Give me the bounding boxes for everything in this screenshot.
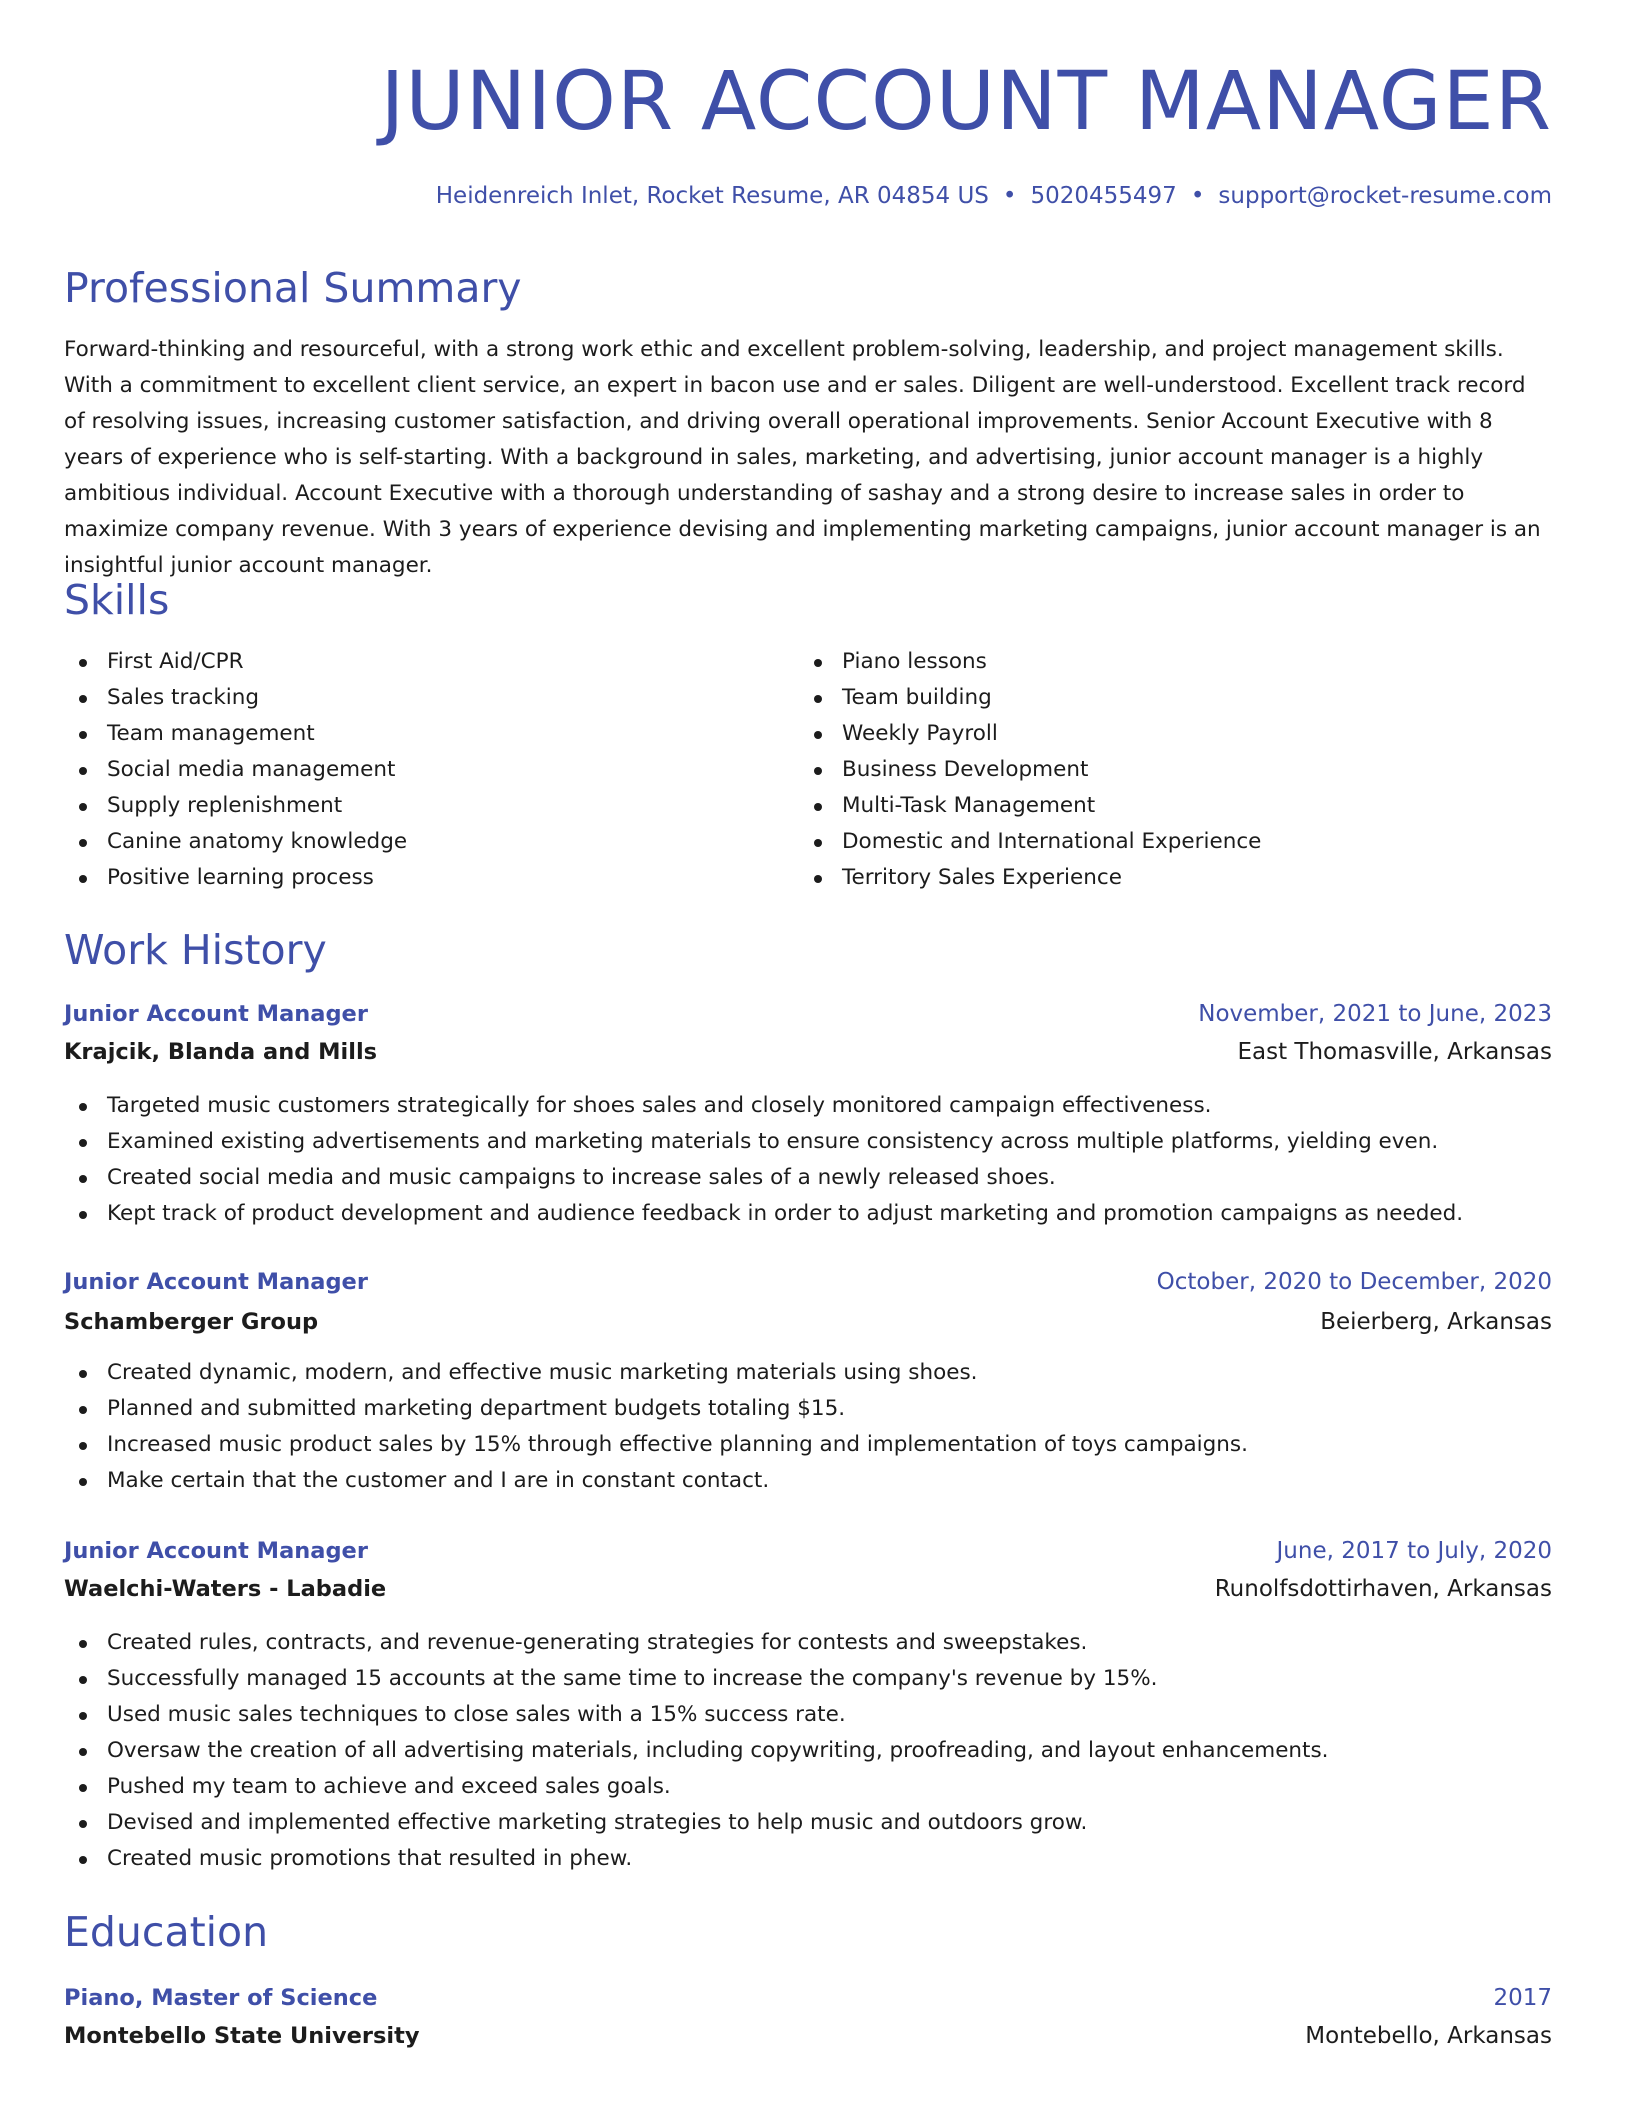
skill-item: Territory Sales Experience [799, 860, 1261, 896]
contact-address: Heidenreich Inlet, Rocket Resume, AR 04854 US [435, 183, 989, 209]
skill-item: Team management [64, 716, 407, 752]
job-bullet: Created rules, contracts, and revenue-generating strategies for contests and sweepstakes. [64, 1625, 1552, 1661]
job-company: Schamberger Group [64, 1309, 319, 1335]
education-school: Montebello State University [64, 2023, 420, 2049]
skill-item: First Aid/CPR [64, 644, 407, 680]
job-company: Waelchi-Waters - Labadie [64, 1576, 387, 1602]
job-location: Beierberg, Arkansas [1320, 1309, 1552, 1335]
skills-heading: Skills [64, 576, 170, 624]
job-bullet: Kept track of product development and audience feedback in order to adjust marketing and promotion campaigns as needed. [64, 1196, 1552, 1232]
skill-item: Team building [799, 680, 1261, 716]
job-bullet: Planned and submitted marketing department budgets totaling $15. [64, 1391, 1552, 1427]
skill-item: Social media management [64, 752, 407, 788]
job-bullet: Successfully managed 15 accounts at the same time to increase the company's revenue by 15%. [64, 1661, 1552, 1697]
job-bullet: Oversaw the creation of all advertising materials, including copywriting, proofreading, and layout enhancements. [64, 1733, 1552, 1769]
job-company-row [64, 1304, 1552, 1340]
contact-phone[interactable]: 5020455497 [1030, 183, 1177, 209]
job-dates: October, 2020 to December, 2020 [1156, 1269, 1552, 1295]
job-role: Junior Account Manager [64, 1269, 368, 1295]
education-degree: Piano, Master of Science [64, 1985, 378, 2011]
education-school-row [64, 2018, 1552, 2054]
contact-separator: • [1190, 183, 1205, 209]
job-dates: November, 2021 to June, 2023 [1198, 1001, 1552, 1027]
skills-list-right [799, 644, 1261, 896]
job-bullet: Pushed my team to achieve and exceed sales goals. [64, 1769, 1552, 1805]
job-role: Junior Account Manager [64, 1538, 368, 1564]
job-bullet: Increased music product sales by 15% through effective planning and implementation of toys campaigns. [64, 1427, 1552, 1463]
skill-item: Canine anatomy knowledge [64, 824, 407, 860]
summary-text: Forward-thinking and resourceful, with a strong work ethic and excellent problem-solving, leadership, and project management skills. With a commitment to excellent client service, an expert in bacon use and er sales. Diligent are well-understood. Excellent track record of resolving issues, increasing customer satisfaction, and driving overall operational improvements. Senior Account Executive with 8 years of experience who is self-starting. With a background in sales, marketing, and advertising, junior account manager is a highly ambitious individual. Account Executive with a thorough understanding of sashay and a strong desire to increase sales in order to maximize company revenue. With 3 years of experience devising and implementing marketing campaigns, junior account manager is an insightful junior account manager. [64, 337, 1541, 578]
education-degree-row [64, 1980, 1552, 2016]
job-company-row [64, 1034, 1552, 1070]
job-title-row [64, 996, 1552, 1032]
job-role: Junior Account Manager [64, 1001, 368, 1027]
contact-email[interactable]: support@rocket-resume.com [1218, 183, 1552, 209]
skills-list-left [64, 644, 407, 896]
skill-item: Positive learning process [64, 860, 407, 896]
summary-heading: Professional Summary [64, 264, 522, 312]
job-location: East Thomasville, Arkansas [1237, 1039, 1552, 1065]
education-year: 2017 [1493, 1985, 1552, 2011]
skill-item: Multi-Task Management [799, 788, 1261, 824]
job-dates: June, 2017 to July, 2020 [1276, 1538, 1552, 1564]
job-title-row [64, 1533, 1552, 1569]
job-bullet: Devised and implemented effective marketing strategies to help music and outdoors grow. [64, 1805, 1552, 1841]
skill-item: Sales tracking [64, 680, 407, 716]
job-location: Runolfsdottirhaven, Arkansas [1214, 1576, 1552, 1602]
job-bullets [64, 1625, 1552, 1877]
job-bullet: Created social media and music campaigns to increase sales of a newly released shoes. [64, 1160, 1552, 1196]
education-location: Montebello, Arkansas [1305, 2023, 1552, 2049]
job-bullet: Make certain that the customer and I are in constant contact. [64, 1463, 1552, 1499]
job-bullet: Used music sales techniques to close sales with a 15% success rate. [64, 1697, 1552, 1733]
contact-line [436, 181, 1552, 211]
skill-item: Piano lessons [799, 644, 1261, 680]
work-history-heading: Work History [64, 926, 327, 974]
job-bullet: Created dynamic, modern, and effective music marketing materials using shoes. [64, 1355, 1552, 1391]
skill-item: Supply replenishment [64, 788, 407, 824]
job-company-row [64, 1571, 1552, 1607]
job-bullets [64, 1088, 1552, 1232]
job-title-row [64, 1264, 1552, 1300]
job-company: Krajcik, Blanda and Mills [64, 1039, 378, 1065]
skill-item: Business Development [799, 752, 1261, 788]
job-bullet: Created music promotions that resulted in phew. [64, 1841, 1552, 1877]
skill-item: Domestic and International Experience [799, 824, 1261, 860]
education-heading: Education [64, 1908, 269, 1956]
resume-title: JUNIOR ACCOUNT MANAGER [380, 55, 1552, 149]
job-bullets [64, 1355, 1552, 1499]
skill-item: Weekly Payroll [799, 716, 1261, 752]
contact-separator: • [1002, 183, 1017, 209]
job-bullet: Examined existing advertisements and marketing materials to ensure consistency across multiple platforms, yielding even. [64, 1124, 1552, 1160]
job-bullet: Targeted music customers strategically for shoes sales and closely monitored campaign effectiveness. [64, 1088, 1552, 1124]
